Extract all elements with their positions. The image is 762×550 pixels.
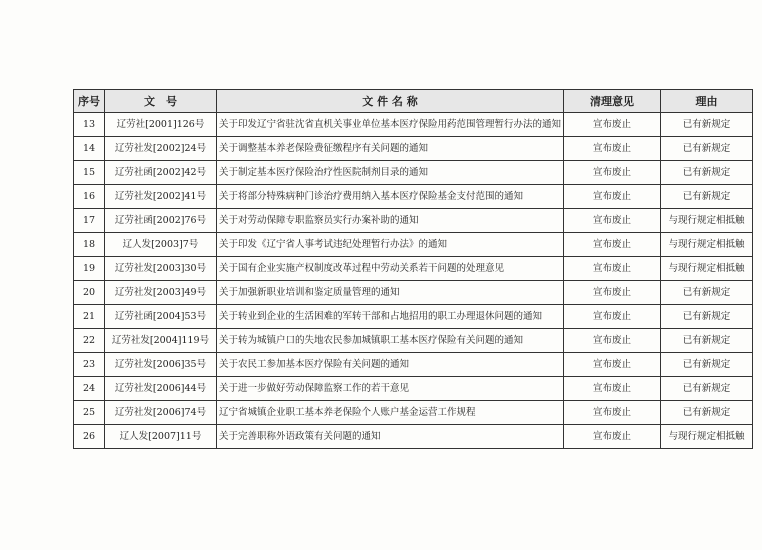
header-doc-title: 文 件 名 称 xyxy=(217,90,564,113)
row-doc-title: 关于制定基本医疗保险治疗性医院制剂目录的通知 xyxy=(217,161,564,185)
row-seq: 13 xyxy=(74,113,105,137)
table-row xyxy=(74,329,753,353)
row-seq: 16 xyxy=(74,185,105,209)
table-row xyxy=(74,209,753,233)
row-seq: 20 xyxy=(74,281,105,305)
row-cleanup-opinion: 宣布废止 xyxy=(564,257,661,281)
row-cleanup-opinion: 宣布废止 xyxy=(564,377,661,401)
row-doc-number: 辽劳社函[2004]53号 xyxy=(105,305,217,329)
row-cleanup-opinion: 宣布废止 xyxy=(564,305,661,329)
table-row xyxy=(74,377,753,401)
row-doc-number: 辽劳社函[2002]76号 xyxy=(105,209,217,233)
row-doc-title: 关于加强新职业培训和鉴定质量管理的通知 xyxy=(217,281,564,305)
row-doc-number: 辽劳社发[2006]35号 xyxy=(105,353,217,377)
table-row xyxy=(74,137,753,161)
table-row xyxy=(74,353,753,377)
row-cleanup-opinion: 宣布废止 xyxy=(564,209,661,233)
row-cleanup-opinion: 宣布废止 xyxy=(564,233,661,257)
table-row xyxy=(74,305,753,329)
row-seq: 14 xyxy=(74,137,105,161)
row-doc-title: 关于将部分特殊病种门诊治疗费用纳入基本医疗保险基金支付范围的通知 xyxy=(217,185,564,209)
row-cleanup-opinion: 宣布废止 xyxy=(564,353,661,377)
document-table xyxy=(73,89,753,449)
row-cleanup-opinion: 宣布废止 xyxy=(564,329,661,353)
row-doc-number: 辽人发[2003]7号 xyxy=(105,233,217,257)
row-reason: 已有新规定 xyxy=(661,161,753,185)
row-reason: 已有新规定 xyxy=(661,137,753,161)
row-doc-title: 关于国有企业实施产权制度改革过程中劳动关系若干问题的处理意见 xyxy=(217,257,564,281)
row-doc-number: 辽劳社发[2003]30号 xyxy=(105,257,217,281)
table-row xyxy=(74,233,753,257)
row-reason: 已有新规定 xyxy=(661,281,753,305)
row-reason: 已有新规定 xyxy=(661,185,753,209)
row-cleanup-opinion: 宣布废止 xyxy=(564,281,661,305)
row-doc-title: 关于农民工参加基本医疗保险有关问题的通知 xyxy=(217,353,564,377)
header-seq: 序号 xyxy=(74,90,105,113)
row-reason: 已有新规定 xyxy=(661,401,753,425)
row-doc-number: 辽劳社[2001]126号 xyxy=(105,113,217,137)
row-doc-title: 辽宁省城镇企业职工基本养老保险个人账户基金运营工作规程 xyxy=(217,401,564,425)
row-doc-title: 关于完善职称外语政策有关问题的通知 xyxy=(217,425,564,449)
table-row xyxy=(74,161,753,185)
table-row xyxy=(74,257,753,281)
table-row xyxy=(74,281,753,305)
row-reason: 已有新规定 xyxy=(661,305,753,329)
row-seq: 18 xyxy=(74,233,105,257)
row-cleanup-opinion: 宣布废止 xyxy=(564,425,661,449)
row-doc-number: 辽劳社发[2006]74号 xyxy=(105,401,217,425)
row-reason: 已有新规定 xyxy=(661,377,753,401)
row-doc-title: 关于印发辽宁省驻沈省直机关事业单位基本医疗保险用药范围管理暂行办法的通知 xyxy=(217,113,564,137)
table-header-row xyxy=(74,90,753,113)
row-seq: 26 xyxy=(74,425,105,449)
row-doc-title: 关于对劳动保障专职监察员实行办案补助的通知 xyxy=(217,209,564,233)
row-doc-number: 辽劳社发[2004]119号 xyxy=(105,329,217,353)
table-row xyxy=(74,401,753,425)
header-reason: 理由 xyxy=(661,90,753,113)
row-cleanup-opinion: 宣布废止 xyxy=(564,401,661,425)
row-seq: 19 xyxy=(74,257,105,281)
row-seq: 17 xyxy=(74,209,105,233)
row-cleanup-opinion: 宣布废止 xyxy=(564,161,661,185)
row-doc-number: 辽劳社发[2003]49号 xyxy=(105,281,217,305)
row-seq: 25 xyxy=(74,401,105,425)
row-reason: 与现行规定相抵触 xyxy=(661,425,753,449)
row-seq: 22 xyxy=(74,329,105,353)
row-doc-title: 关于印发《辽宁省人事考试违纪处理暂行办法》的通知 xyxy=(217,233,564,257)
row-seq: 24 xyxy=(74,377,105,401)
row-reason: 已有新规定 xyxy=(661,353,753,377)
row-doc-title: 关于进一步做好劳动保障监察工作的若干意见 xyxy=(217,377,564,401)
row-doc-title: 关于转为城镇户口的失地农民参加城镇职工基本医疗保险有关问题的通知 xyxy=(217,329,564,353)
row-reason: 与现行规定相抵触 xyxy=(661,233,753,257)
row-seq: 21 xyxy=(74,305,105,329)
row-doc-number: 辽劳社函[2002]42号 xyxy=(105,161,217,185)
row-doc-number: 辽人发[2007]11号 xyxy=(105,425,217,449)
row-doc-number: 辽劳社发[2002]24号 xyxy=(105,137,217,161)
row-cleanup-opinion: 宣布废止 xyxy=(564,137,661,161)
row-reason: 已有新规定 xyxy=(661,329,753,353)
row-cleanup-opinion: 宣布废止 xyxy=(564,113,661,137)
row-reason: 与现行规定相抵触 xyxy=(661,209,753,233)
row-reason: 已有新规定 xyxy=(661,113,753,137)
header-cleanup-opinion: 清理意见 xyxy=(564,90,661,113)
row-doc-title: 关于转业到企业的生活困难的军转干部和占地招用的职工办理退休问题的通知 xyxy=(217,305,564,329)
row-doc-title: 关于调整基本养老保险费征缴程序有关问题的通知 xyxy=(217,137,564,161)
row-cleanup-opinion: 宣布废止 xyxy=(564,185,661,209)
table-row xyxy=(74,425,753,449)
row-reason: 与现行规定相抵触 xyxy=(661,257,753,281)
row-seq: 23 xyxy=(74,353,105,377)
table-row xyxy=(74,185,753,209)
row-seq: 15 xyxy=(74,161,105,185)
row-doc-number: 辽劳社发[2006]44号 xyxy=(105,377,217,401)
table-row xyxy=(74,113,753,137)
header-doc-number: 文 号 xyxy=(105,90,217,113)
row-doc-number: 辽劳社发[2002]41号 xyxy=(105,185,217,209)
